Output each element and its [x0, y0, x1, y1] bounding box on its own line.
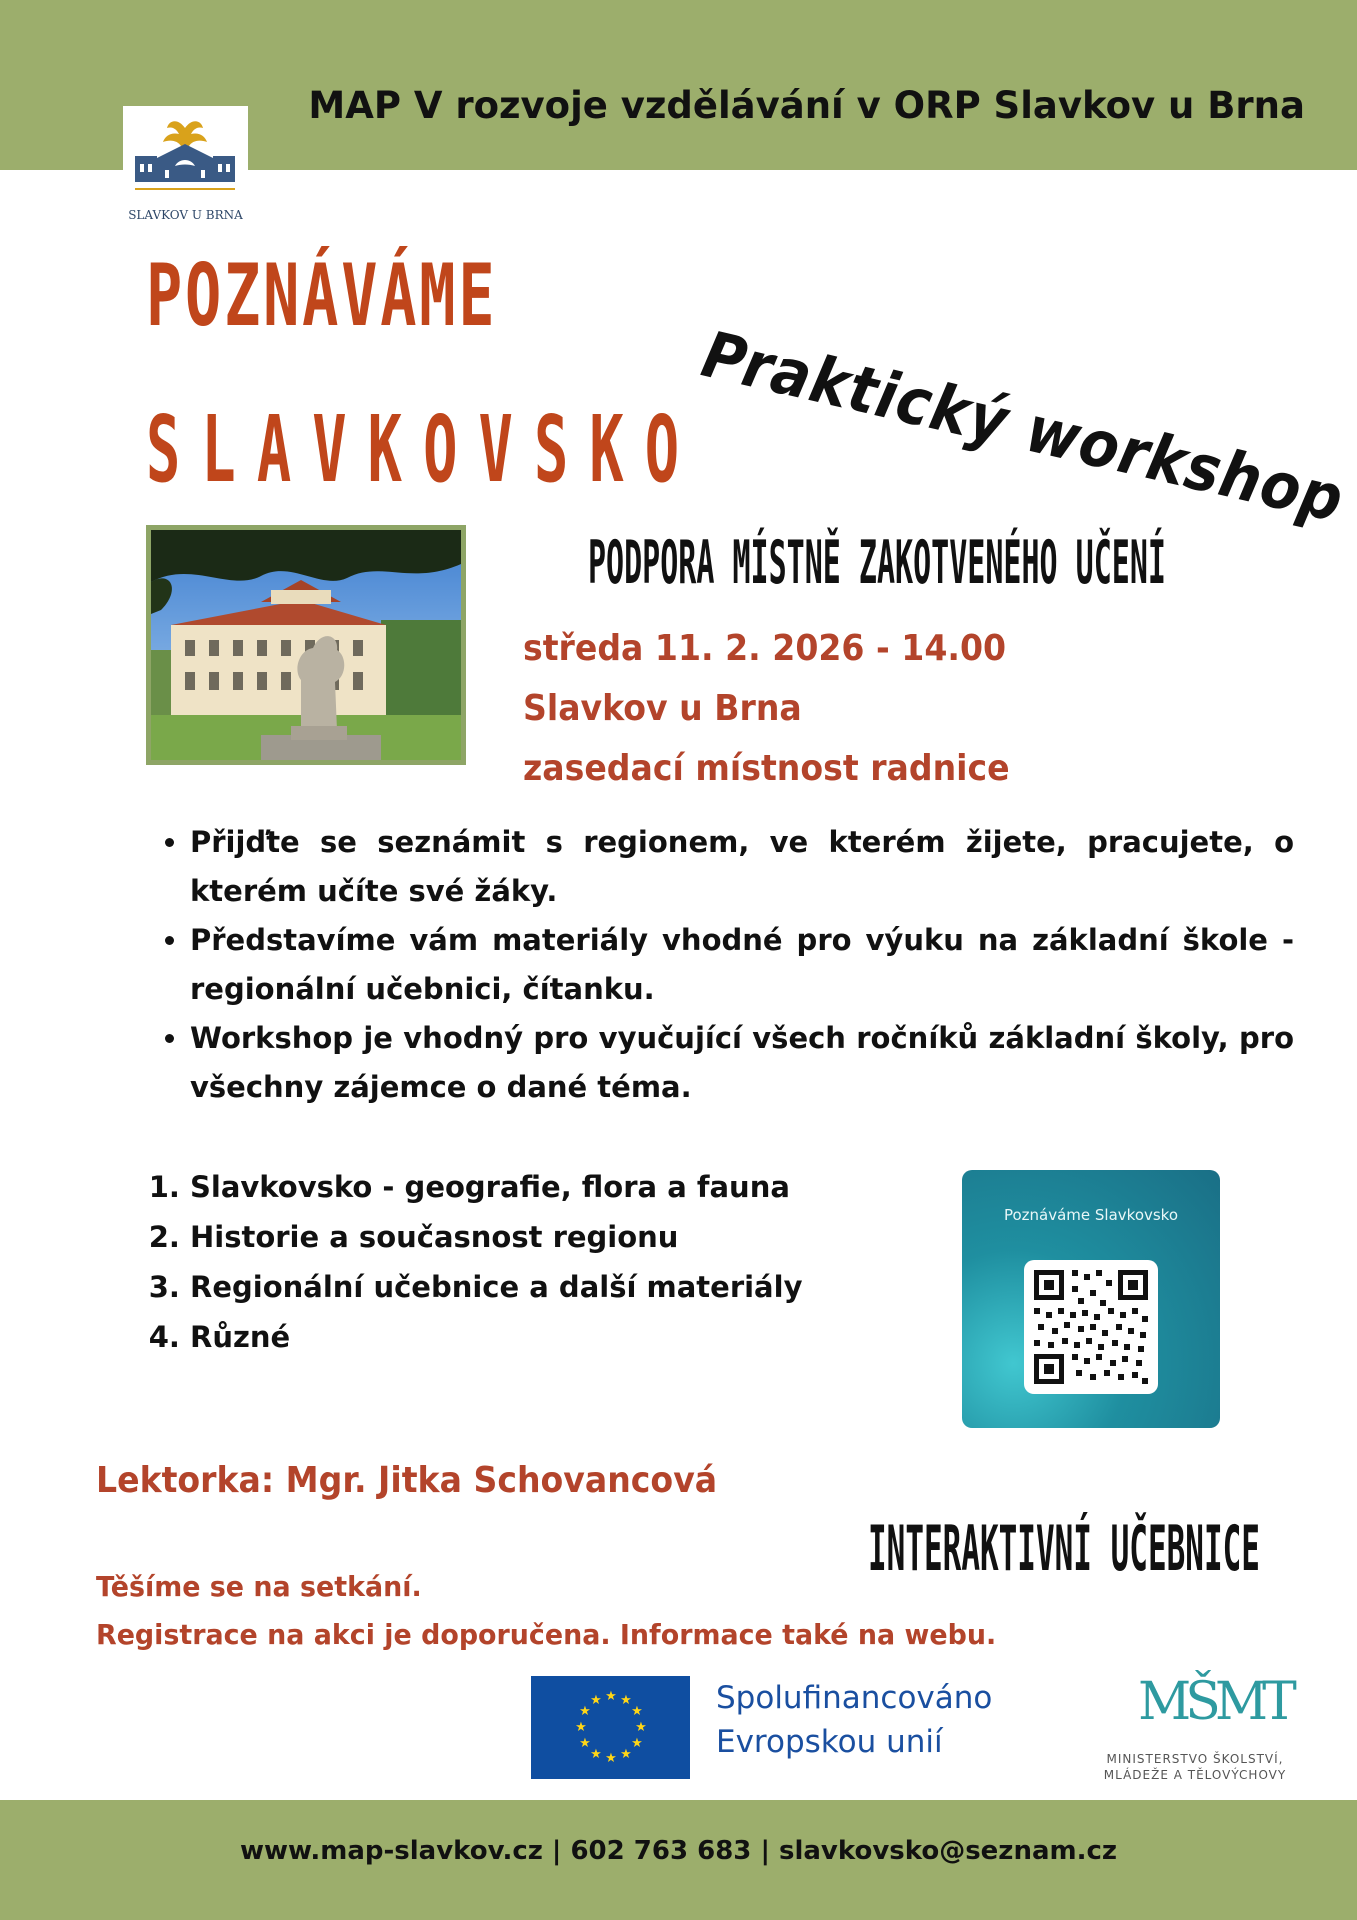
qr-card[interactable] [962, 1170, 1220, 1428]
qr-title: Poznáváme Slavkovsko [1003, 1206, 1179, 1224]
eu-flag-icon [531, 1676, 690, 1779]
castle-photo [146, 525, 466, 765]
svg-text:★: ★ [605, 1689, 617, 1704]
svg-text:★: ★ [605, 1751, 617, 1766]
svg-text:★: ★ [579, 1736, 591, 1751]
castle-photo-illustration [151, 530, 461, 760]
bullet-item: • Workshop je vhodný pro vyučující všech ročníků základní školy, pro všechny zájemce o dané téma. [190, 1014, 1294, 1112]
subheading: PODPORA MÍSTNĚ ZAKOTVENÉHO UČENÍ [588, 528, 1166, 598]
program-item: 4. Různé [190, 1312, 890, 1362]
svg-text:★: ★ [631, 1736, 643, 1751]
lecturer: Lektorka: Mgr. Jitka Schovancová [96, 1460, 718, 1501]
title-line-2: SLAVKOVSKO [146, 396, 701, 503]
eu-cofunded-line-2: Evropskou unií [716, 1724, 943, 1760]
program-item: 2. Historie a současnost regionu [190, 1212, 890, 1262]
msmt-logo: MŠMT [1138, 1672, 1291, 1732]
qr-code-icon[interactable] [1024, 1260, 1158, 1394]
svg-text:★: ★ [635, 1720, 647, 1735]
svg-text:★: ★ [590, 1747, 602, 1762]
footer-contacts[interactable]: www.map-slavkov.cz | 602 763 683 | slavkovsko@seznam.cz [239, 1836, 1118, 1866]
qr-pattern [1024, 1260, 1158, 1394]
svg-text:★: ★ [590, 1693, 602, 1708]
title-line-1: POZNÁVÁME [146, 246, 498, 346]
svg-text:★: ★ [631, 1704, 643, 1719]
svg-text:★: ★ [620, 1747, 632, 1762]
svg-text:★: ★ [620, 1693, 632, 1708]
svg-text:★: ★ [575, 1720, 587, 1735]
program-list [150, 1162, 890, 1362]
eu-cofunded-line-1: Spolufinancováno [716, 1680, 993, 1716]
workshop-tagline: Praktický workshop [695, 318, 1351, 538]
slavkov-logo [123, 106, 248, 228]
bullet-item: • Přijďte se seznámit s regionem, ve kterém žijete, pracujete, o kterém učíte své žáky. [190, 818, 1294, 916]
bullet-item: • Představíme vám materiály vhodné pro výuku na základní škole - regionální učebnici, čítanku. [190, 916, 1294, 1014]
castle-eagle-icon [123, 106, 248, 206]
program-item: 3. Regionální učebnice a další materiály [190, 1262, 890, 1312]
event-date-time: středa 11. 2. 2026 - 14.00 [523, 628, 1007, 669]
logo-label: SLAVKOV U BRNA [128, 208, 243, 222]
msmt-name-line-1: MINISTERSTVO ŠKOLSTVÍ, [1106, 1752, 1284, 1766]
svg-text:★: ★ [579, 1704, 591, 1719]
msmt-name-line-2: MLÁDEŽE A TĚLOVÝCHOVY [1103, 1768, 1287, 1782]
closing-greeting: Těšíme se na setkání. [96, 1570, 422, 1603]
info-bullets [150, 818, 1294, 1112]
closing-registration: Registrace na akci je doporučena. Informace také na webu. [96, 1618, 997, 1651]
event-town: Slavkov u Brna [523, 688, 802, 729]
interactive-textbook-label: INTERAKTIVNÍ UČEBNICE [868, 1512, 1260, 1585]
header-title: MAP V rozvoje vzdělávání v ORP Slavkov u Brna [308, 84, 1305, 127]
program-item: 1. Slavkovsko - geografie, flora a fauna [190, 1162, 890, 1212]
eu-stars [531, 1676, 690, 1779]
event-venue: zasedací místnost radnice [523, 748, 1010, 789]
